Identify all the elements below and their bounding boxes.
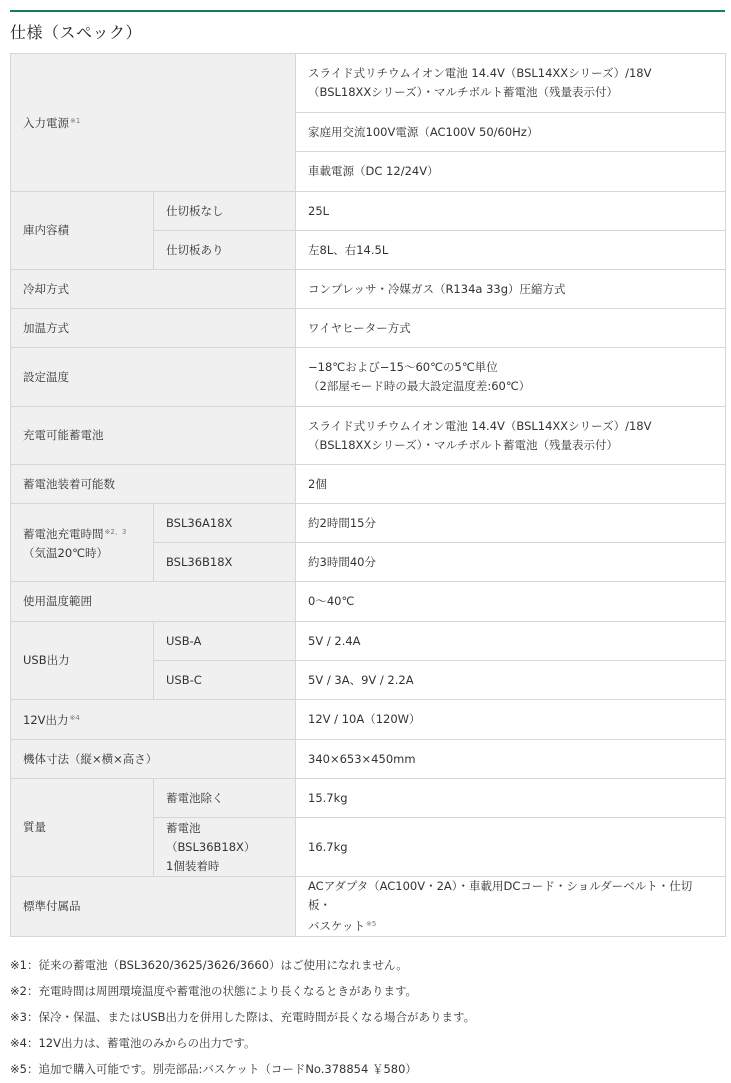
table-row xyxy=(11,622,726,661)
sub-label: 蓄電池（BSL36B18X） 1個装着時 xyxy=(154,818,296,877)
table-row xyxy=(11,740,726,779)
table-row xyxy=(11,407,726,465)
row-label-mass: 質量 xyxy=(11,779,154,877)
row-label-operating-temp: 使用温度範囲 xyxy=(11,582,296,622)
table-row xyxy=(11,877,726,937)
footnote: ※4：12V出力は、蓄電池のみからの出力です。 xyxy=(10,1036,256,1050)
row-value: 左8L、右14.5L xyxy=(296,231,726,270)
table-row xyxy=(11,54,726,113)
row-label-dimensions: 機体寸法（縦×横×高さ） xyxy=(11,740,296,779)
row-value: コンプレッサ・冷媒ガス（R134a 33g）圧縮方式 xyxy=(296,270,726,309)
row-label-usb: USB出力 xyxy=(11,622,154,700)
table-row xyxy=(11,309,726,348)
spec-table xyxy=(10,53,726,937)
row-label-heating: 加温方式 xyxy=(11,309,296,348)
table-row xyxy=(11,582,726,622)
row-value: 5V / 3A、9V / 2.2A xyxy=(296,661,726,700)
footnote: ※5：追加で購入可能です。別売部品:バスケット（コードNo.378854 ￥580） xyxy=(10,1062,417,1076)
sub-label: 仕切板あり xyxy=(154,231,296,270)
sub-label: USB-C xyxy=(154,661,296,700)
row-label-battery-count: 蓄電池装着可能数 xyxy=(11,465,296,504)
row-value: 約3時間40分 xyxy=(296,543,726,582)
row-value: 15.7kg xyxy=(296,779,726,818)
row-value: 340×653×450mm xyxy=(296,740,726,779)
row-value: ワイヤヒーター方式 xyxy=(296,309,726,348)
row-value: ACアダプタ（AC100V・2A）・車載用DCコード・ショルダーベルト・仕切板・ バスケット$^{※5}$ xyxy=(296,877,726,937)
sub-label: USB-A xyxy=(154,622,296,661)
row-value-line: −18℃および−15〜60℃の5℃単位 xyxy=(308,360,498,374)
row-value: 家庭用交流100V電源（AC100V 50/60Hz） xyxy=(296,113,726,152)
row-value: 12V / 10A（120W） xyxy=(296,700,726,740)
row-label-cooling: 冷却方式 xyxy=(11,270,296,309)
row-label-input-power: 入力電源$^{※1}$ xyxy=(11,54,296,192)
table-row xyxy=(11,700,726,740)
row-value: 25L xyxy=(296,192,726,231)
sub-label: BSL36B18X xyxy=(154,543,296,582)
footnote: ※3：保冷・保温、またはUSB出力を併用した際は、充電時間が長くなる場合があります。 xyxy=(10,1010,476,1024)
row-value: 5V / 2.4A xyxy=(296,622,726,661)
row-value xyxy=(296,348,726,407)
row-value: 車載電源（DC 12/24V） xyxy=(296,152,726,192)
page-title: 仕様（スペック） xyxy=(10,23,143,42)
row-label-12v-output: 12V出力$^{※4}$ xyxy=(11,700,296,740)
row-value-line: （2部屋モード時の最大設定温度差:60℃） xyxy=(308,379,531,393)
row-value: 2個 xyxy=(296,465,726,504)
table-row xyxy=(11,348,726,407)
row-value: 0〜40℃ xyxy=(296,582,726,622)
footnote: ※2：充電時間は周囲環境温度や蓄電池の状態により長くなるときがあります。 xyxy=(10,984,418,998)
row-value: 約2時間15分 xyxy=(296,504,726,543)
row-value: 16.7kg xyxy=(296,818,726,877)
table-row xyxy=(11,779,726,818)
sub-label: BSL36A18X xyxy=(154,504,296,543)
row-label-charge-time: 蓄電池充電時間$^{※2、3}$ （気温20℃時） xyxy=(11,504,154,582)
row-label-batteries: 充電可能蓄電池 xyxy=(11,407,296,465)
table-row xyxy=(11,504,726,543)
table-row xyxy=(11,465,726,504)
row-value: スライド式リチウムイオン電池 14.4V（BSL14XXシリーズ）/18V（BSL18XXシリーズ）・マルチボルト蓄電池（残量表示付） xyxy=(296,407,726,465)
table-row xyxy=(11,192,726,231)
row-label-temp-setting: 設定温度 xyxy=(11,348,296,407)
row-label-capacity: 庫内容積 xyxy=(11,192,154,270)
row-value: スライド式リチウムイオン電池 14.4V（BSL14XXシリーズ）/18V（BSL18XXシリーズ）・マルチボルト蓄電池（残量表示付） xyxy=(296,54,726,113)
footnote: ※1：従来の蓄電池（BSL3620/3625/3626/3660）はご使用になれません。 xyxy=(10,958,408,972)
footnotes xyxy=(10,952,475,1082)
sub-label: 仕切板なし xyxy=(154,192,296,231)
sub-label: 蓄電池除く xyxy=(154,779,296,818)
row-label-accessories: 標準付属品 xyxy=(11,877,296,937)
table-row xyxy=(11,270,726,309)
title-underline xyxy=(10,10,725,12)
